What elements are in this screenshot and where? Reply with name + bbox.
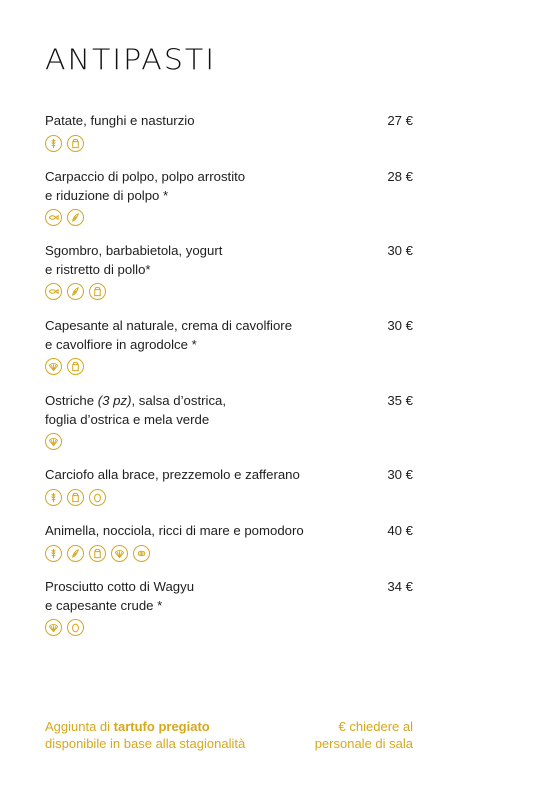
fish-icon xyxy=(45,209,62,226)
shellfish-icon xyxy=(45,433,62,450)
mollusc-icon xyxy=(67,283,84,300)
allergen-icons xyxy=(45,283,413,300)
allergen-icons xyxy=(45,358,413,375)
shellfish-icon xyxy=(45,358,62,375)
gluten-icon xyxy=(45,489,62,506)
egg-icon xyxy=(89,489,106,506)
allergen-icons xyxy=(45,489,413,506)
dish-name: Animella, nocciola, ricci di mare e pomodoro xyxy=(45,523,304,538)
gluten-icon xyxy=(45,135,62,152)
dish-price: 27 € xyxy=(387,113,413,128)
menu-item xyxy=(45,578,413,636)
dish-name: Prosciutto cotto di Wagyu e capesante crude * xyxy=(45,579,195,613)
dish-name: Sgombro, barbabietola, yogurt e ristretto di pollo* xyxy=(45,243,223,277)
dish-name: Carciofo alla brace, prezzemolo e zafferano xyxy=(45,467,300,482)
menu-item xyxy=(45,392,413,450)
menu-item xyxy=(45,317,413,375)
menu-item xyxy=(45,466,413,506)
truffle-note: Aggiunta di tartufo pregiato disponibile in base alla stagionalità xyxy=(45,719,246,751)
page-title: ANTIPASTI xyxy=(45,44,217,78)
shellfish-icon xyxy=(111,545,128,562)
menu-item xyxy=(45,242,413,300)
dish-price: 35 € xyxy=(387,393,413,408)
menu-item xyxy=(45,522,413,562)
price-note: € chiedere al personale di sala xyxy=(314,719,413,751)
dish-price: 40 € xyxy=(387,523,413,538)
lactose-icon xyxy=(67,489,84,506)
nut-icon xyxy=(133,545,150,562)
dish-price: 34 € xyxy=(387,579,413,594)
gluten-icon xyxy=(45,545,62,562)
menu-item xyxy=(45,112,413,152)
dish-price: 30 € xyxy=(387,243,413,258)
allergen-icons xyxy=(45,619,413,636)
mollusc-icon xyxy=(67,209,84,226)
fish-icon xyxy=(45,283,62,300)
allergen-icons xyxy=(45,135,413,152)
dish-price: 28 € xyxy=(387,169,413,184)
dish-price: 30 € xyxy=(387,318,413,333)
allergen-icons xyxy=(45,209,413,226)
dish-name: Carpaccio di polpo, polpo arrostito e riduzione di polpo * xyxy=(45,169,246,203)
allergen-icons xyxy=(45,433,413,450)
mollusc-icon xyxy=(67,545,84,562)
dish-price: 30 € xyxy=(387,467,413,482)
shellfish-icon xyxy=(45,619,62,636)
dish-name: Capesante al naturale, crema di cavolfiore e cavolfiore in agrodolce * xyxy=(45,318,293,352)
dish-name: Ostriche (3 pz), salsa d’ostrica, foglia d’ostrica e mela verde xyxy=(45,393,227,427)
allergen-icons xyxy=(45,545,413,562)
lactose-icon xyxy=(89,283,106,300)
lactose-icon xyxy=(67,135,84,152)
dish-name: Patate, funghi e nasturzio xyxy=(45,113,195,128)
lactose-icon xyxy=(89,545,106,562)
menu-item xyxy=(45,168,413,226)
lactose-icon xyxy=(67,358,84,375)
egg-icon xyxy=(67,619,84,636)
